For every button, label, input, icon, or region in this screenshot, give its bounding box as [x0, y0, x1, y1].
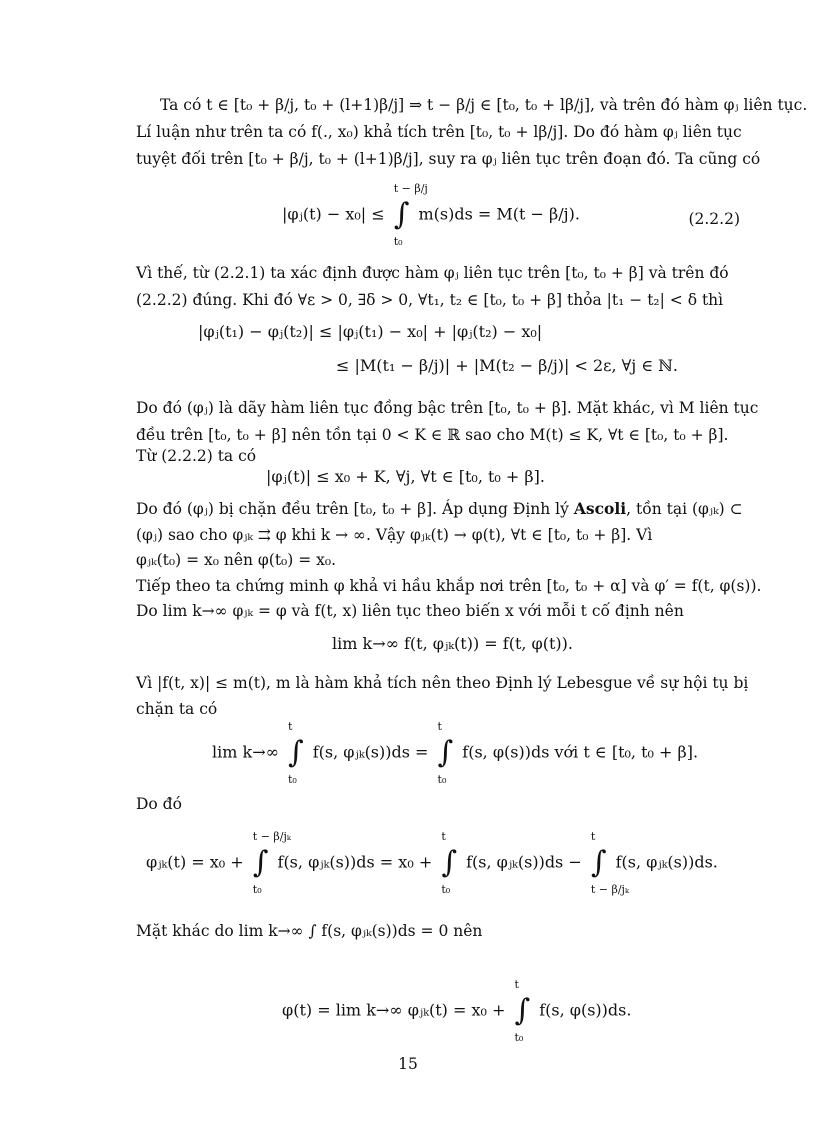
integral-sign: t − β/j ∫ t₀	[393, 182, 428, 248]
eq1-left: |φⱼ(t) − x₀| ≤	[282, 204, 385, 224]
text-line-3: tuyệt đối trên [t₀ + β/j, t₀ + (l+1)β/j], suy ra φⱼ liên tục trên đoạn đó. Ta cũng có	[136, 150, 761, 168]
text-line-12: Tiếp theo ta chứng minh φ khả vi hầu khắp nơi trên [t₀, t₀ + α] và φ′ = f(t, φ(s)).	[136, 577, 762, 595]
equation-decomposition: φⱼₖ(t) = x₀ + t − β/jₖ ∫ t₀ f(s, φⱼₖ(s))ds = x₀ + t ∫ t₀ f(s, φⱼₖ(s))ds − t ∫ t − β/jₖ f(s, φⱼₖ(s))ds.	[146, 830, 718, 896]
equation-number: (2.2.2)	[688, 210, 740, 228]
text-line-8: Từ (2.2.2) ta có	[136, 447, 257, 465]
text-line-11: φⱼₖ(t₀) = x₀ nên φ(t₀) = x₀.	[136, 551, 337, 569]
equation-continuity-line-2: ≤ |M(t₁ − β/j)| + |M(t₂ − β/j)| < 2ε, ∀j ∈ ℕ.	[336, 356, 678, 375]
text-line-15: chặn ta có	[136, 700, 218, 718]
eq5-right: f(s, φ(s))ds với t ∈ [t₀, t₀ + β].	[462, 742, 699, 762]
integral-sign: t ∫ t − β/jₖ	[590, 830, 629, 896]
text-line-5: (2.2.2) đúng. Khi đó ∀ε > 0, ∃δ > 0, ∀t₁, t₂ ∈ [t₀, t₀ + β] thỏa |t₁ − t₂| < δ thì	[136, 291, 724, 309]
integral-sign: t ∫ t₀	[288, 720, 304, 786]
equation-lebesgue	[212, 720, 699, 786]
text-line-9c: , tồn tại (φⱼₖ) ⊂	[626, 500, 743, 518]
text-line-9a: Do đó (φⱼ) bị chặn đều trên [t₀, t₀ + β]. Áp dụng Định lý	[136, 500, 574, 518]
eq1-upper-limit: t − β/j	[393, 182, 428, 195]
equation-final: φ(t) = lim k→∞ φⱼₖ(t) = x₀ + t ∫ t₀ f(s, φ(s))ds.	[282, 978, 632, 1044]
equation-2-2-2	[282, 182, 580, 248]
text-line-9	[136, 498, 743, 520]
equation-bound: |φⱼ(t)| ≤ x₀ + K, ∀j, ∀t ∈ [t₀, t₀ + β].	[266, 467, 545, 486]
text-line-6: Do đó (φⱼ) là dãy hàm liên tục đồng bậc trên [t₀, t₀ + β]. Mặt khác, vì M liên tục	[136, 399, 759, 417]
equation-continuity-line-1: |φⱼ(t₁) − φⱼ(t₂)| ≤ |φⱼ(t₁) − x₀| + |φⱼ(t₂) − x₀|	[198, 322, 543, 341]
integral-sign: t ∫ t₀	[441, 830, 457, 896]
integral-sign: t ∫ t₀	[514, 978, 531, 1044]
text-line-1: Ta có t ∈ [t₀ + β/j, t₀ + (l+1)β/j] ⇒ t − β/j ∈ [t₀, t₀ + lβ/j], và trên đó hàm φⱼ liên tục.	[160, 96, 808, 114]
page-number: 15	[398, 1055, 418, 1073]
equation-limit: lim k→∞ f(t, φⱼₖ(t)) = f(t, φ(t)).	[332, 634, 573, 653]
eq1-right: m(s)ds = M(t − β/j).	[418, 204, 580, 224]
eq5-mid: f(s, φⱼₖ(s))ds =	[312, 742, 429, 762]
ascoli-term: Ascoli	[573, 499, 627, 518]
eq5-limit: lim k→∞	[212, 742, 279, 762]
text-line-16: Do đó	[136, 795, 182, 813]
text-line-7: đều trên [t₀, t₀ + β] nên tồn tại 0 < K ∈ ℝ sao cho M(t) ≤ K, ∀t ∈ [t₀, t₀ + β].	[136, 426, 729, 444]
eq1-lower-limit: t₀	[393, 235, 403, 248]
text-line-13: Do lim k→∞ φⱼₖ = φ và f(t, x) liên tục theo biến x với mỗi t cố định nên	[136, 602, 684, 620]
text-line-14: Vì |f(t, x)| ≤ m(t), m là hàm khả tích nên theo Định lý Lebesgue về sự hội tụ bị	[136, 674, 749, 692]
text-line-10: (φⱼ) sao cho φⱼₖ ⇉ φ khi k → ∞. Vậy φⱼₖ(t) → φ(t), ∀t ∈ [t₀, t₀ + β]. Vì	[136, 526, 653, 544]
text-line-2: Lí luận như trên ta có f(., x₀) khả tích trên [t₀, t₀ + lβ/j]. Do đó hàm φⱼ liên tục	[136, 123, 742, 141]
text-line-17: Mặt khác do lim k→∞ ∫ f(s, φⱼₖ(s))ds = 0 nên	[136, 922, 483, 940]
integral-sign: t − β/jₖ ∫ t₀	[252, 830, 291, 896]
integral-sign: t ∫ t₀	[437, 720, 454, 786]
text-line-4: Vì thế, từ (2.2.1) ta xác định được hàm φⱼ liên tục trên [t₀, t₀ + β] và trên đó	[136, 264, 729, 282]
